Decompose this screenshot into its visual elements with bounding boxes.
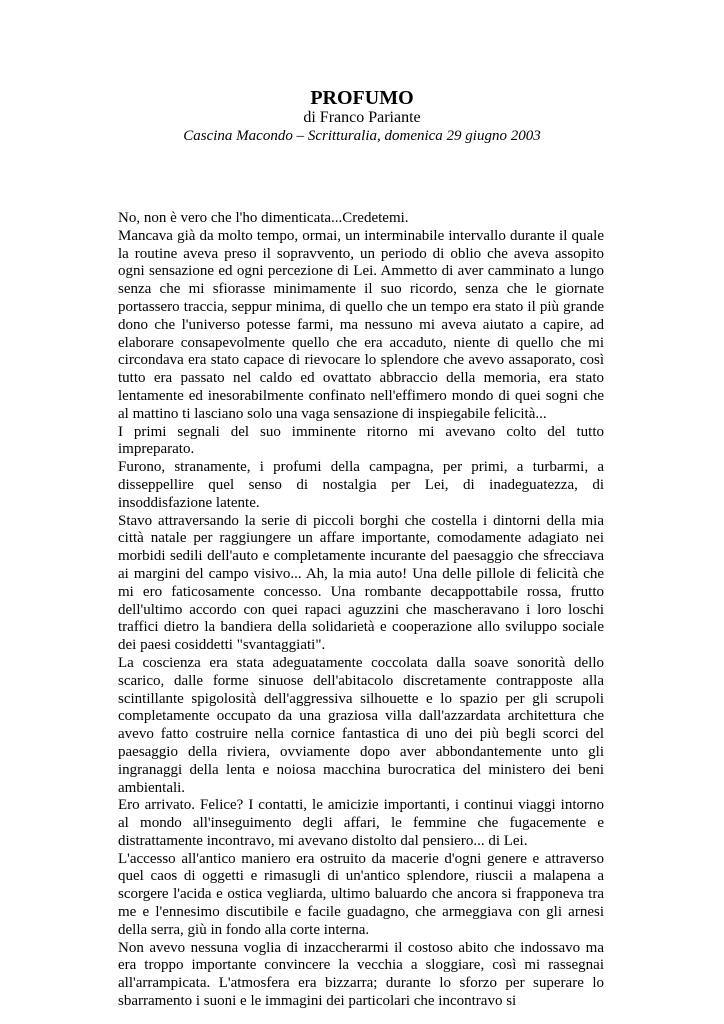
document-title: PROFUMO [310, 87, 414, 109]
paragraph: Non avevo nessuna voglia di inzaccherarmi il costoso abito che indossavo ma era troppo importante convincere la vecchia a sloggiare, così mi rassegnai all'arrampicata. L'atmosfera era bizzarra; durante lo sforzo per superare lo sbarramento i suoni e le immagini dei particolari che incontravo si [118, 939, 604, 1010]
paragraph: Ero arrivato. Felice? I contatti, le amicizie importanti, i continui viaggi intorno al mondo all'inseguimento degli affari, le femmine che fugacemente e distrattamente incontravo, mi avevano distolto dal pensiero... di Lei. [118, 797, 604, 849]
paragraph: Furono, stranamente, i profumi della campagna, per primi, a turbarmi, a disseppellire quel senso di nostalgia per Lei, di inadeguatezza, di insoddisfazione latente. [118, 459, 604, 511]
place-date-line: Cascina Macondo – Scritturalia, domenica 29 giugno 2003 [183, 128, 541, 144]
paragraph: No, non è vero che l'ho dimenticata...Credetemi. [118, 210, 409, 226]
paragraph: I primi segnali del suo imminente ritorno mi avevano colto del tutto impreparato. [118, 423, 604, 458]
paragraph: L'accesso all'antico maniero era ostruito da macerie d'ogni genere e attraverso quel caos di oggetti e rimasugli di un'antico splendore, riuscii a malapena a scorgere l'acida e ostica vegliarda, ultimo baluardo che ancora si frapponeva tra me e l'ennesimo discutibile e facile guadagno, che armeggiava con gli arnesi della serra, giù in fondo alla corte interna. [118, 850, 604, 938]
paragraph: Mancava già da molto tempo, ormai, un interminabile intervallo durante il quale la routine aveva preso il sopravvento, un periodo di oblio che aveva assopito ogni sensazione ed ogni percezione di Lei. Ammetto di aver camminato a lungo senza che mi sfiorasse minimamente il suo ricordo, senza che le giornate portassero traccia, seppur minima, di quello che un tempo era stato il più grande dono che l'universo potesse farmi, ma nessuno mi aveva aiutato a capire, ad elaborare consapevolmente quello che era accaduto, niente di quello che mi circondava era stato capace di rievocare lo splendore che avevo assaporato, così tutto era passato nel caldo ed ovattato abbraccio della memoria, era stato lentamente ed inesorabilmente confinato nell'effimero mondo di quei sogni che al mattino ti lasciano solo una vaga sensazione di inspiegabile felicità... [118, 227, 604, 422]
author-line: di Franco Pariante [303, 109, 421, 126]
paragraph: La coscienza era stata adeguatamente coccolata dalla soave sonorità dello scarico, dalle forme sinuose dell'abitacolo discretamente contrapposte alla scintillante spigolosità dell'aggressiva silhouette e lo spazio per gli scrupoli completamente occupato da una graziosa villa dall'azzardata architettura che avevo fatto costruire nella cornice fantastica di uno dei più begli scorci del paesaggio della riviera, ovviamente dopo aver abbondantemente unto gli ingranaggi della lenta e noiosa macchina burocratica del ministero dei beni ambientali. [118, 654, 604, 796]
document-body [118, 210, 604, 1011]
paragraph: Stavo attraversando la serie di piccoli borghi che costella i dintorni della mia città natale per raggiungere un affare importante, comodamente adagiato nei morbidi sedili dell'auto e completamente incurante del paesaggio che sfrecciava ai margini del campo visivo... Ah, la mia auto! Una delle pillole di felicità che mi ero faticosamente concesso. Una rombante decappottabile rossa, frutto dell'ultimo accordo con quei rapaci aguzzini che mascheravano i loro loschi traffici dietro la bandiera della solidarietà e cooperazione allo sviluppo sociale dei paesi cosiddetti "svantaggiati". [118, 512, 604, 654]
